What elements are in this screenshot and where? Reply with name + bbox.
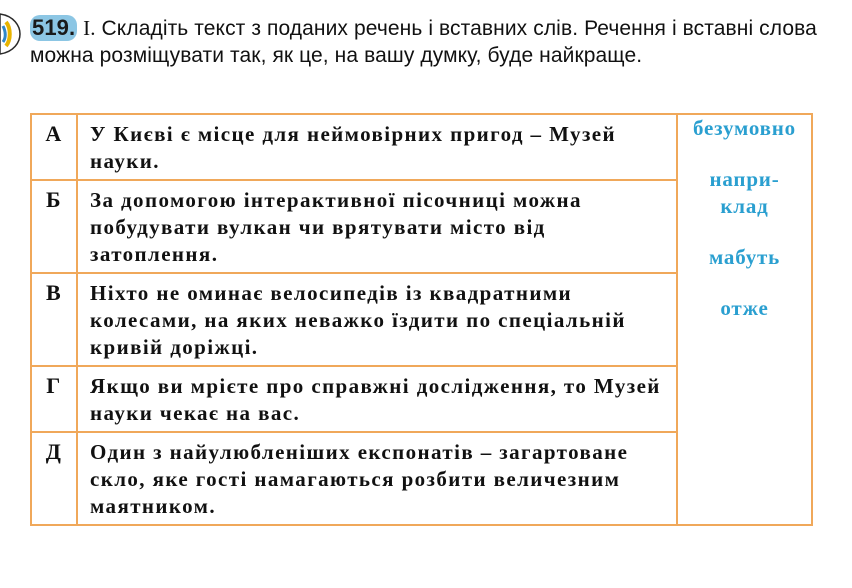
inserted-word: отже [720,296,769,320]
row-letter: Г [31,366,77,432]
sentence-text: Один з найулюбленіших експонатів – загартоване скло, яке гості намагаються розбити величезним маятником. [77,432,677,525]
inserted-word: безумовно [693,116,796,140]
task-number-badge [30,14,77,42]
sentence-text: За допомогою інтерактивної пісочниці можна побудувати вулкан чи врятувати місто від затоплення. [77,180,677,273]
inserted-word: напри- клад [709,167,780,218]
row-letter: Б [31,180,77,273]
row-letter: В [31,273,77,366]
task-number: 519. [32,15,76,40]
task-marker-icon [0,10,22,58]
sentence-text: Ніхто не оминає велосипедів із квадратними колесами, на яких неважко їздити по спеціальній кривій доріжці. [77,273,677,366]
inserted-word: мабуть [708,245,781,269]
inserted-words-column [677,114,812,525]
row-letter: Д [31,432,77,525]
task-instruction: Складіть текст з поданих речень і вставних слів. Речення і вставні слова можна розміщувати так, як це, на вашу думку, буде найкраще. [30,17,817,67]
table-row [31,114,812,180]
row-letter: А [31,114,77,180]
sentence-text: Якщо ви мрієте про справжні дослідження, то Музей науки чекає на вас. [77,366,677,432]
task-header [30,14,836,69]
sentence-text: У Києві є місце для неймовірних пригод – Музей науки. [77,114,677,180]
exercise-table [30,113,813,526]
task-part: І. [83,16,96,40]
